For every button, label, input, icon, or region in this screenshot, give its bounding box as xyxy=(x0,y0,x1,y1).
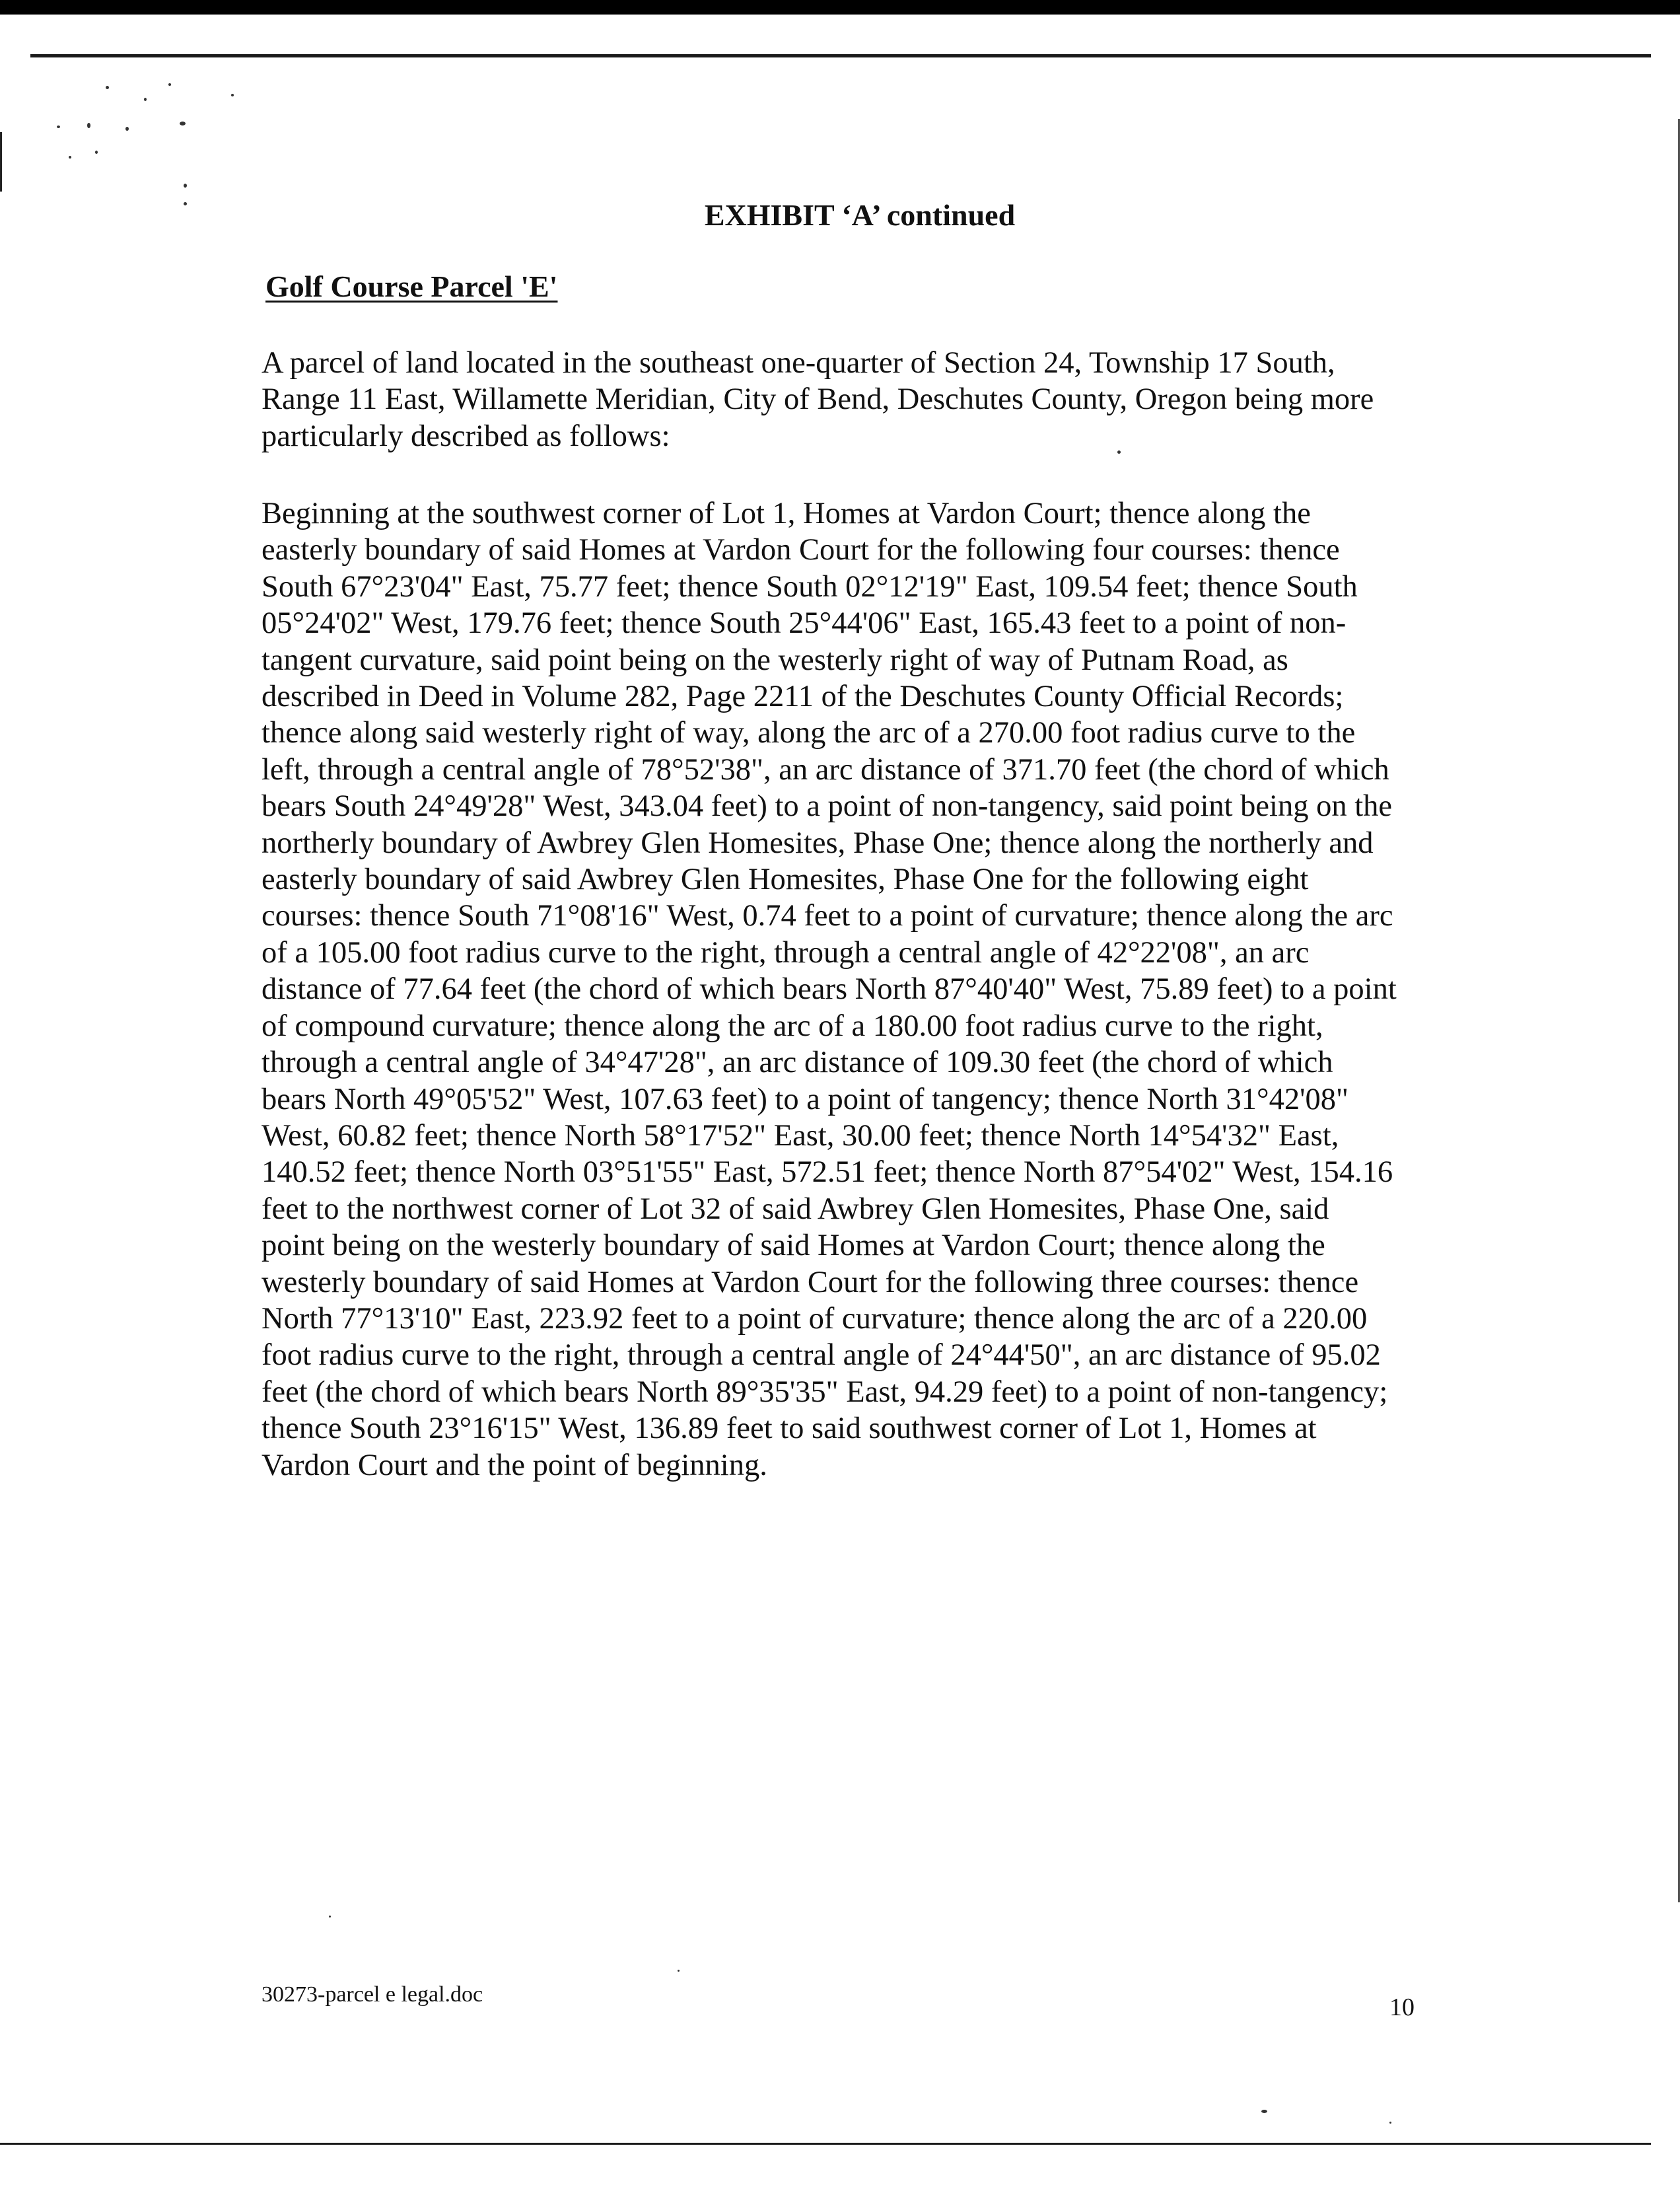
parcel-heading: Golf Course Parcel 'E' xyxy=(265,269,558,303)
text-line: of a 105.00 foot radius curve to the right, through a central angle of 42°22'08", an arc xyxy=(262,935,1310,970)
text-line: South 67°23'04" East, 75.77 feet; thence South 02°12'19" East, 109.54 feet; thence South xyxy=(262,569,1358,604)
text-line: through a central angle of 34°47'28", an arc distance of 109.30 feet (the chord of which xyxy=(262,1046,1333,1080)
text-line: 140.52 feet; thence North 03°51'55" East, 572.51 feet; thence North 87°54'02" West, 154.16 xyxy=(262,1155,1393,1190)
text-line: point being on the westerly boundary of said Homes at Vardon Court; thence along the xyxy=(262,1229,1325,1263)
text-line: easterly boundary of said Homes at Vardon Court for the following four courses: thence xyxy=(262,533,1340,567)
page-number: 10 xyxy=(1389,1993,1415,2021)
text-line: Vardon Court and the point of beginning. xyxy=(262,1448,767,1482)
text-line: courses: thence South 71°08'16" West, 0.74 feet to a point of curvature; thence along the arc xyxy=(262,899,1393,933)
text-line: Beginning at the southwest corner of Lot 1, Homes at Vardon Court; thence along the xyxy=(262,497,1311,530)
text-line: left, through a central angle of 78°52'38", an arc distance of 371.70 feet (the chord of which xyxy=(262,752,1389,787)
text-line: westerly boundary of said Homes at Vardon Court for the following three courses: thence xyxy=(262,1265,1359,1299)
text-line: northerly boundary of Awbrey Glen Homesites, Phase One; thence along the northerly and xyxy=(262,826,1374,860)
scan-left-edge xyxy=(0,132,2,192)
text-line: easterly boundary of said Awbrey Glen Homesites, Phase One for the following eight xyxy=(262,863,1309,897)
text-line: thence along said westerly right of way, along the arc of a 270.00 foot radius curve to the xyxy=(262,716,1356,750)
top-rule xyxy=(30,54,1651,57)
text-line: North 77°13'10" East, 223.92 feet to a point of curvature; thence along the arc of a 220.00 xyxy=(262,1301,1368,1336)
text-line: thence South 23°16'15" West, 136.89 feet to said southwest corner of Lot 1, Homes at xyxy=(262,1412,1317,1446)
exhibit-title: EXHIBIT ‘A’ continued xyxy=(704,198,1016,232)
text-line: foot radius curve to the right, through a central angle of 24°44'50", an arc distance of 95.02 xyxy=(262,1338,1381,1373)
text-line: Range 11 East, Willamette Meridian, City of Bend, Deschutes County, Oregon being more xyxy=(262,382,1374,417)
text-line: particularly described as follows: xyxy=(262,419,670,453)
text-line: tangent curvature, said point being on the westerly right of way of Putnam Road, as xyxy=(262,643,1288,677)
text-line: of compound curvature; thence along the arc of a 180.00 foot radius curve to the right, xyxy=(262,1009,1323,1043)
text-line: bears North 49°05'52" West, 107.63 feet) to a point of tangency; thence North 31°42'08" xyxy=(262,1082,1348,1116)
text-line: 05°24'02" West, 179.76 feet; thence South 25°44'06" East, 165.43 feet to a point of non- xyxy=(262,606,1347,641)
text-line: West, 60.82 feet; thence North 58°17'52" East, 30.00 feet; thence North 14°54'32" East, xyxy=(262,1118,1339,1153)
text-line: A parcel of land located in the southeast one-quarter of Section 24, Township 17 South, xyxy=(262,346,1335,380)
parcel-location-paragraph xyxy=(262,345,1444,454)
text-line: feet to the northwest corner of Lot 32 of said Awbrey Glen Homesites, Phase One, said xyxy=(262,1192,1329,1226)
bottom-rule xyxy=(0,2143,1651,2145)
text-line: distance of 77.64 feet (the chord of which bears North 87°40'40" West, 75.89 feet) to a point xyxy=(262,972,1397,1007)
footer-filename: 30273-parcel e legal.doc xyxy=(262,1982,483,2007)
scan-top-band xyxy=(0,0,1680,15)
legal-description-paragraph xyxy=(262,495,1444,1484)
text-line: bears South 24°49'28" West, 343.04 feet) to a point of non-tangency, said point being on the xyxy=(262,789,1393,824)
text-line: described in Deed in Volume 282, Page 2211 of the Deschutes County Official Records; xyxy=(262,680,1344,714)
text-line: feet (the chord of which bears North 89°35'35" East, 94.29 feet) to a point of non-tangency; xyxy=(262,1375,1388,1409)
